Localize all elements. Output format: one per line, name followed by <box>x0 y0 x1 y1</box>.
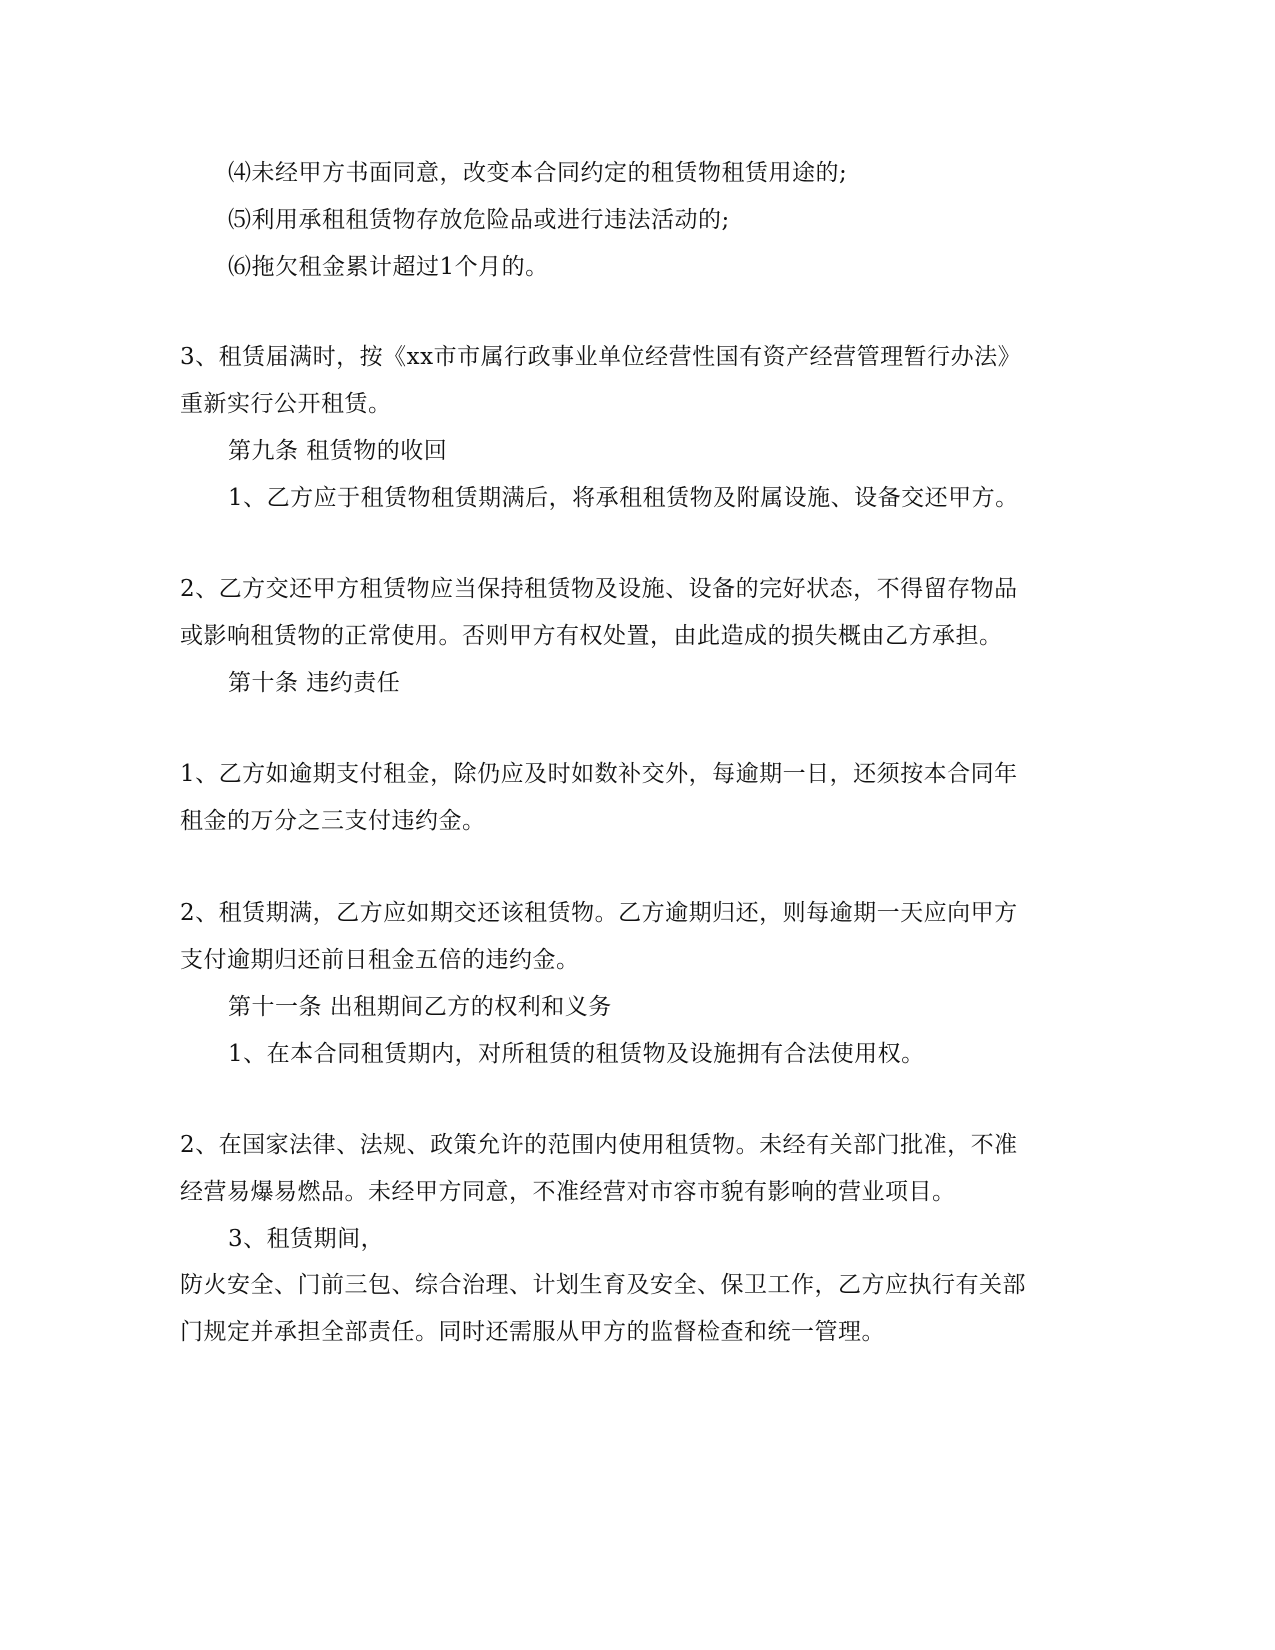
article-11-item-3-line-2: 门规定并承担全部责任。同时还需服从甲方的监督检查和统一管理。 <box>180 1319 885 1345</box>
article-10-item-1-line-2: 租金的万分之三支付违约金。 <box>180 808 486 834</box>
article-11-heading: 第十一条 出租期间乙方的权利和义务 <box>228 994 612 1020</box>
article-10-item-2-line-1: 2、租赁期满，乙方应如期交还该租赁物。乙方逾期归还，则每逾期一天应向甲方 <box>180 900 1018 926</box>
clause-item-4: ⑷未经甲方书面同意，改变本合同约定的租赁物租赁用途的; <box>228 160 848 186</box>
clause-item-6: ⑹拖欠租金累计超过1个月的。 <box>228 254 549 280</box>
article-11-item-3-line-1: 防火安全、门前三包、综合治理、计划生育及安全、保卫工作，乙方应执行有关部 <box>180 1272 1026 1298</box>
article-9-heading: 第九条 租赁物的收回 <box>228 438 448 464</box>
article-9-item-2-line-2: 或影响租赁物的正常使用。否则甲方有权处置，由此造成的损失概由乙方承担。 <box>180 623 1003 649</box>
article-10-item-2-line-2: 支付逾期归还前日租金五倍的违约金。 <box>180 947 580 973</box>
article-11-item-3-lead: 3、租赁期间， <box>228 1226 385 1252</box>
article-9-item-1: 1、乙方应于租赁物租赁期满后，将承租租赁物及附属设施、设备交还甲方。 <box>228 485 1019 511</box>
paragraph-lease-expiry-line-2: 重新实行公开租赁。 <box>180 391 392 417</box>
article-9-item-2-line-1: 2、乙方交还甲方租赁物应当保持租赁物及设施、设备的完好状态，不得留存物品 <box>180 576 1018 602</box>
article-11-item-2-line-1: 2、在国家法律、法规、政策允许的范围内使用租赁物。未经有关部门批准，不准 <box>180 1132 1018 1158</box>
article-10-item-1-line-1: 1、乙方如逾期支付租金，除仍应及时如数补交外，每逾期一日，还须按本合同年 <box>180 761 1018 787</box>
paragraph-lease-expiry-line-1: 3、租赁届满时，按《xx市市属行政事业单位经营性国有资产经营管理暂行办法》 <box>180 344 1022 370</box>
article-10-heading: 第十条 违约责任 <box>228 670 401 696</box>
clause-item-5: ⑸利用承租租赁物存放危险品或进行违法活动的; <box>228 207 730 233</box>
article-11-item-2-line-2: 经营易爆易燃品。未经甲方同意，不准经营对市容市貌有影响的营业项目。 <box>180 1179 956 1205</box>
article-11-item-1: 1、在本合同租赁期内，对所租赁的租赁物及设施拥有合法使用权。 <box>228 1041 925 1067</box>
